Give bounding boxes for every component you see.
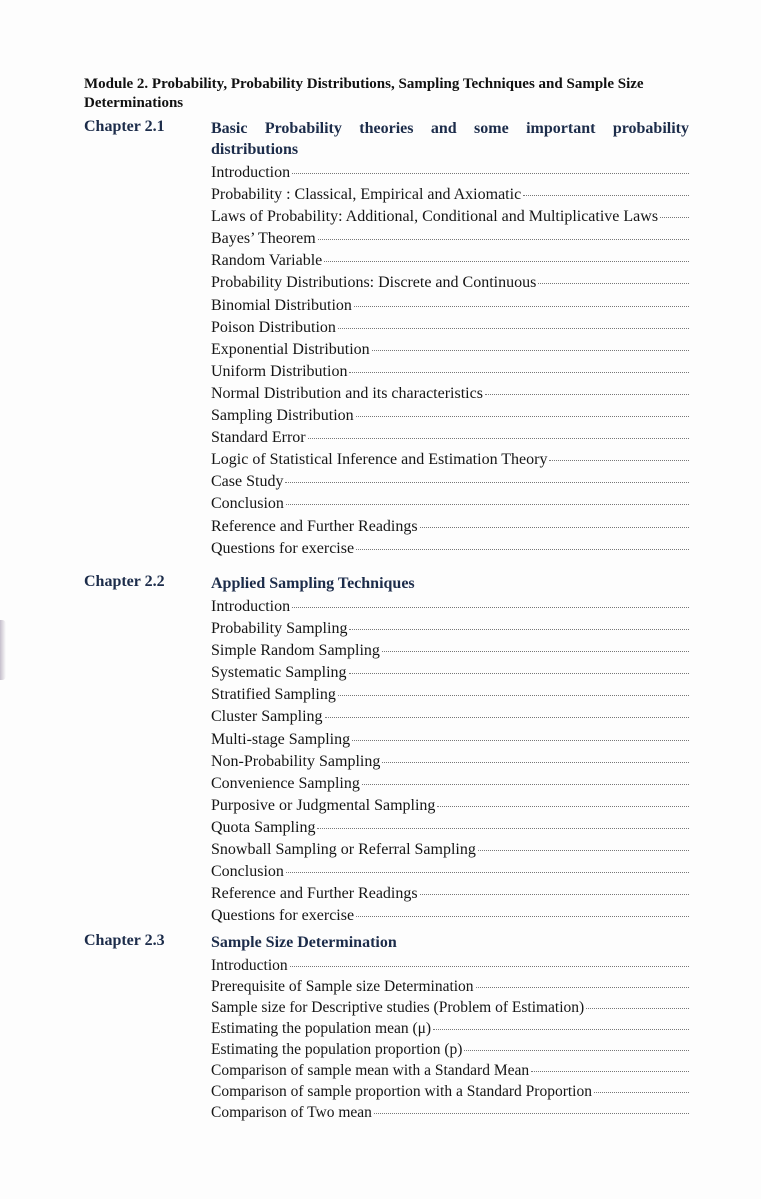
- toc-entry-label: Case Study: [211, 473, 284, 491]
- dot-leader: [586, 1008, 689, 1009]
- toc-entry-label: Purposive or Judgmental Sampling: [211, 796, 436, 814]
- toc-entry: [211, 1102, 689, 1123]
- toc-entry: [211, 662, 689, 684]
- chapter-body: [211, 932, 689, 1123]
- chapter-label: Chapter 2.1: [84, 118, 165, 135]
- toc-entry: [211, 361, 689, 383]
- dot-leader: [420, 894, 689, 895]
- toc-entry-label: Multi-stage Sampling: [211, 730, 351, 748]
- toc-entry: [211, 516, 689, 538]
- toc-entry-label: Introduction: [211, 957, 288, 974]
- page-edge-shadow: [0, 620, 6, 680]
- toc-entry: [211, 861, 689, 883]
- toc-entry: [211, 295, 689, 317]
- dot-leader: [308, 438, 689, 439]
- toc-entry-label: Estimating the population proportion (p): [211, 1041, 463, 1058]
- dot-leader: [478, 850, 689, 851]
- dot-leader: [362, 784, 689, 785]
- toc-entry: [211, 1039, 689, 1060]
- toc-entry: [211, 729, 689, 751]
- dot-leader: [292, 173, 689, 174]
- toc-entry: [211, 162, 689, 184]
- toc-entry: [211, 272, 689, 294]
- toc-entry: [211, 493, 689, 515]
- toc-entry-label: Stratified Sampling: [211, 686, 336, 704]
- toc-entry: [211, 383, 689, 405]
- toc-entry: [211, 1060, 689, 1081]
- toc-entry: [211, 228, 689, 250]
- toc-entry: [211, 955, 689, 976]
- dot-leader: [382, 762, 689, 763]
- toc-entry: [211, 405, 689, 427]
- dot-leader: [420, 527, 689, 528]
- toc-entry: [211, 618, 689, 640]
- dot-leader: [349, 372, 689, 373]
- toc-entry-label: Conclusion: [211, 863, 284, 881]
- module-title: Module 2. Probability, Probability Distributions, Sampling Techniques and Sample Size Determinations: [84, 76, 644, 111]
- dot-leader: [349, 673, 689, 674]
- dot-leader: [437, 806, 689, 807]
- dot-leader: [292, 607, 689, 608]
- toc-entry: [211, 1018, 689, 1039]
- dot-leader: [464, 1050, 689, 1051]
- toc-entry: [211, 250, 689, 272]
- toc-entry: [211, 596, 689, 618]
- dot-leader: [485, 394, 689, 395]
- toc-entry-label: Reference and Further Readings: [211, 517, 418, 535]
- dot-leader: [349, 629, 689, 630]
- toc-entry-label: Logic of Statistical Inference and Estimation Theory: [211, 451, 548, 469]
- toc-entry: [211, 684, 689, 706]
- dot-leader: [538, 283, 689, 284]
- dot-leader: [338, 328, 689, 329]
- toc-entry-label: Laws of Probability: Additional, Conditional and Multiplicative Laws: [211, 208, 659, 226]
- chapter-title: Basic Probability theories and some important probability distributions: [211, 120, 689, 158]
- toc-entry-label: Questions for exercise: [211, 539, 355, 557]
- toc-entry: [211, 795, 689, 817]
- chapter-body: [211, 118, 689, 560]
- toc-entry-label: Estimating the population mean (μ): [211, 1020, 432, 1037]
- toc-entry-label: Quota Sampling: [211, 818, 316, 836]
- toc-entry: [211, 751, 689, 773]
- chapter-body: [211, 573, 689, 927]
- toc-entry-label: Exponential Distribution: [211, 340, 370, 358]
- toc-entry: [211, 905, 689, 927]
- dot-leader: [317, 828, 689, 829]
- toc-entry-label: Conclusion: [211, 495, 284, 513]
- dot-leader: [285, 482, 689, 483]
- toc-list: [211, 596, 689, 927]
- toc-entry-label: Cluster Sampling: [211, 708, 323, 726]
- dot-leader: [660, 217, 689, 218]
- toc-entry: [211, 538, 689, 560]
- toc-entry-label: Sample size for Descriptive studies (Problem of Estimation): [211, 999, 585, 1016]
- toc-entry-label: Non-Probability Sampling: [211, 752, 381, 770]
- dot-leader: [318, 239, 689, 240]
- toc-entry: [211, 640, 689, 662]
- dot-leader: [290, 966, 689, 967]
- toc-entry-label: Comparison of sample mean with a Standard Mean: [211, 1062, 530, 1079]
- dot-leader: [549, 460, 689, 461]
- chapter-title: Sample Size Determination: [211, 934, 397, 951]
- toc-entry-label: Bayes’ Theorem: [211, 230, 316, 248]
- toc-entry: [211, 817, 689, 839]
- toc-entry: [211, 471, 689, 493]
- toc-entry: [211, 773, 689, 795]
- toc-entry-label: Standard Error: [211, 429, 306, 447]
- chapter-label: Chapter 2.3: [84, 932, 165, 949]
- dot-leader: [382, 651, 689, 652]
- dot-leader: [374, 1113, 689, 1114]
- toc-entry: [211, 184, 689, 206]
- toc-entry-label: Poison Distribution: [211, 318, 336, 336]
- toc-entry-label: Systematic Sampling: [211, 664, 347, 682]
- dot-leader: [324, 261, 689, 262]
- toc-list: [211, 162, 689, 560]
- toc-entry: [211, 317, 689, 339]
- dot-leader: [338, 695, 689, 696]
- toc-entry-label: Normal Distribution and its characteristics: [211, 384, 483, 402]
- toc-entry-label: Probability Sampling: [211, 620, 348, 638]
- toc-entry-label: Probability Distributions: Discrete and Continuous: [211, 274, 537, 292]
- toc-entry-label: Convenience Sampling: [211, 774, 360, 792]
- toc-entry-label: Sampling Distribution: [211, 407, 354, 425]
- toc-entry-label: Snowball Sampling or Referral Sampling: [211, 841, 476, 859]
- toc-entry: [211, 206, 689, 228]
- toc-entry: [211, 1081, 689, 1102]
- toc-entry: [211, 706, 689, 728]
- toc-entry-label: Reference and Further Readings: [211, 885, 418, 903]
- dot-leader: [433, 1029, 689, 1030]
- toc-entry-label: Comparison of Two mean: [211, 1104, 372, 1121]
- toc-entry: [211, 449, 689, 471]
- toc-entry-label: Uniform Distribution: [211, 362, 348, 380]
- toc-entry-label: Probability : Classical, Empirical and Axiomatic: [211, 186, 522, 204]
- dot-leader: [356, 549, 689, 550]
- toc-entry-label: Introduction: [211, 164, 291, 181]
- toc-entry-label: Questions for exercise: [211, 907, 355, 925]
- dot-leader: [476, 987, 689, 988]
- toc-entry-label: Random Variable: [211, 252, 323, 270]
- dot-leader: [372, 350, 689, 351]
- toc-entry: [211, 339, 689, 361]
- dot-leader: [286, 504, 689, 505]
- toc-entry-label: Introduction: [211, 598, 291, 615]
- toc-entry-label: Simple Random Sampling: [211, 642, 380, 660]
- toc-entry: [211, 839, 689, 861]
- chapter-label: Chapter 2.2: [84, 573, 165, 590]
- dot-leader: [531, 1071, 689, 1072]
- dot-leader: [356, 916, 689, 917]
- toc-entry: [211, 997, 689, 1018]
- chapter-title: Applied Sampling Techniques: [211, 575, 415, 592]
- dot-leader: [286, 872, 689, 873]
- toc-list: [211, 955, 689, 1123]
- toc-entry: [211, 427, 689, 449]
- toc-entry: [211, 976, 689, 997]
- toc-entry-label: Prerequisite of Sample size Determination: [211, 978, 474, 995]
- dot-leader: [354, 306, 689, 307]
- dot-leader: [325, 717, 689, 718]
- toc-entry: [211, 883, 689, 905]
- dot-leader: [523, 195, 689, 196]
- toc-entry-label: Comparison of sample proportion with a Standard Proportion: [211, 1083, 592, 1100]
- dot-leader: [594, 1092, 689, 1093]
- toc-entry-label: Binomial Distribution: [211, 296, 352, 314]
- dot-leader: [352, 740, 689, 741]
- dot-leader: [356, 416, 689, 417]
